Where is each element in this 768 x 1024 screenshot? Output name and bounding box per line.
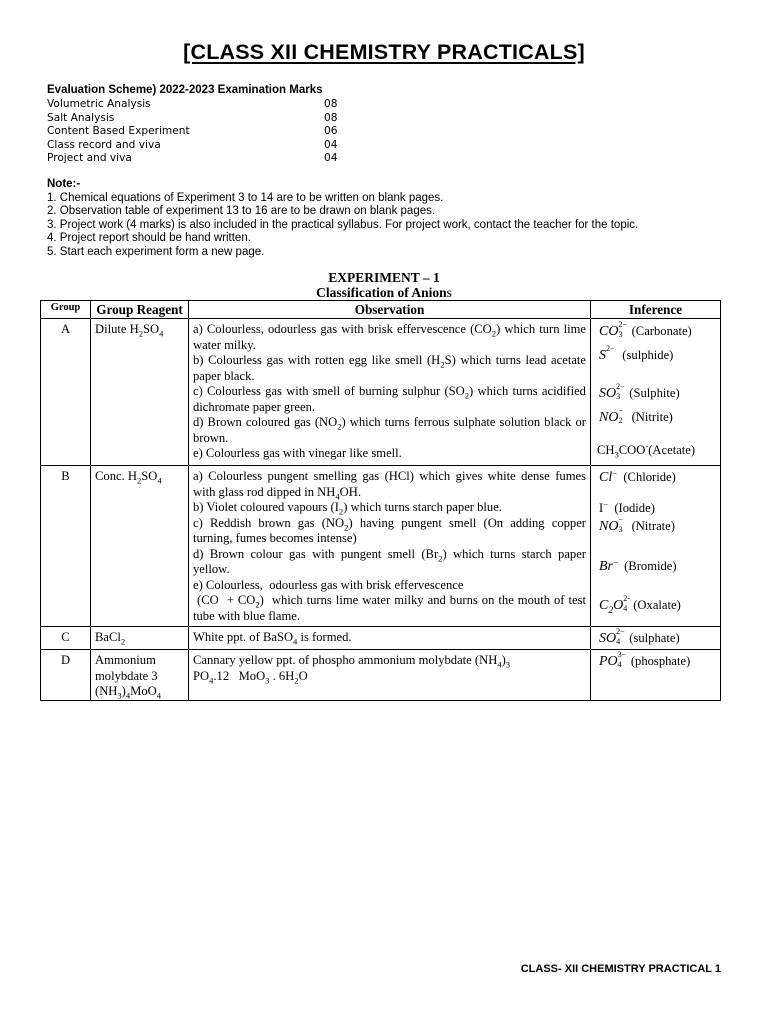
evaluation-marks: 04: [324, 138, 338, 151]
notes-heading: Note:-: [47, 178, 81, 190]
inference-sulphite: SO 2− 3 (Sulphite): [599, 382, 680, 402]
note-item: 3. Project work (4 marks) is also included in the practical syllabus. For project work, contact the teacher for the topic.: [47, 218, 639, 231]
evaluation-scheme: [47, 84, 377, 166]
table-row: [41, 650, 721, 701]
reagent-cell: BaCl$_2$: [91, 627, 189, 650]
evaluation-item: Class record and viva: [47, 138, 161, 151]
evaluation-row: [47, 139, 377, 153]
observation-line: a) Colourless pungent smelling gas (HCl) which gives white dense fumes with glass rod dipped in $NH_4OH$.: [193, 469, 586, 502]
evaluation-marks: 08: [324, 98, 338, 110]
evaluation-item: Salt Analysis: [47, 111, 115, 124]
evaluation-row: [47, 152, 377, 166]
note-item: 2. Observation table of experiment 13 to 16 are to be drawn on blank pages.: [47, 205, 436, 218]
inference-nitrite: NO − 2 (Nitrite): [599, 406, 673, 426]
observation-cell: [189, 627, 591, 650]
evaluation-row: [47, 125, 377, 139]
inference-phosphate: PO 3− 4 (phosphate): [599, 650, 691, 670]
observation-line: e) Colourless, odourless gas with brisk effervescence: [193, 577, 464, 592]
observation-line: c) Reddish brown gas $(NO_2)$ having pungent smell (On adding copper turning, fumes becomes intense): [193, 515, 586, 545]
reagent-cell: Dilute $H_2SO_4$: [91, 319, 189, 466]
observation-cell: [189, 466, 591, 627]
header-reagent: Group Reagent: [91, 301, 189, 319]
group-cell: B: [41, 466, 91, 627]
evaluation-marks: 08: [324, 111, 338, 124]
page-footer: CLASS- XII CHEMISTRY PRACTICAL 1: [520, 963, 721, 975]
table-row: [41, 466, 721, 627]
inference-acetate: $CH_3COO^-(Acetate)$: [597, 440, 696, 460]
inference-cell: [591, 627, 721, 650]
header-observation: Observation: [189, 301, 591, 319]
experiment-subtitle-main: Classification of Anion: [316, 285, 447, 300]
group-cell: D: [41, 650, 91, 701]
evaluation-item: Volumetric Analysis: [47, 98, 151, 110]
observation-line: d) Brown coloured gas $(NO_2)$ which turns ferrous sulphate solution black or brown.: [193, 415, 586, 445]
notes-section: [47, 178, 737, 260]
inference-chloride: Cl− (Chloride): [599, 467, 676, 485]
observation-cell: [189, 650, 591, 701]
observation-line: White ppt. of BaSO$_4$ is formed.: [193, 630, 352, 647]
evaluation-marks: 06: [324, 125, 338, 137]
inference-carbonate: CO 2− 3 (Carbonate): [599, 320, 692, 340]
page-title: [CLASS XII CHEMISTRY PRACTICALS]: [183, 40, 585, 64]
evaluation-marks: 04: [324, 152, 338, 164]
header-inference: Inference: [591, 301, 721, 319]
note-item: 1. Chemical equations of Experiment 3 to 14 are to be written on blank pages.: [47, 191, 444, 204]
group-cell: A: [41, 319, 91, 466]
observation-line: b) Colourless gas with rotten egg like smell $(H_2S)$ which turns lead acetate paper black.: [193, 353, 587, 383]
evaluation-item: Project and viva: [47, 152, 132, 164]
reagent-cell: Ammonium molybdate 3 $(NH_3)_4MoO_4$: [91, 650, 189, 701]
observation-line: $(CO + CO_2)$ which turns lime water milky and burns on the mouth of test tube with blue flame.: [193, 593, 586, 623]
observation-line: e) Colourless gas with vinegar like smell.: [193, 446, 402, 460]
observation-line: d) Brown colour gas with pungent smell $(Br_2)$ which turns starch paper yellow.: [193, 546, 586, 576]
group-cell: C: [41, 627, 91, 650]
header-group: Group: [41, 301, 91, 319]
observation-line: Cannary yellow ppt. of phospho ammonium molybdate $(NH_4)_3$ $PO_4.12$ MoO$_3$ . $6H_2O$: [193, 653, 511, 686]
note-item: 4. Project report should be hand written.: [47, 232, 251, 245]
inference-cell: [591, 466, 721, 627]
inference-nitrate: NO − 3 (Nitrate): [599, 515, 675, 535]
evaluation-row: [47, 112, 377, 126]
inference-cell: [591, 650, 721, 701]
inference-cell: [591, 319, 721, 466]
table-header-row: [41, 301, 721, 319]
table-row: [41, 319, 721, 466]
observation-line: a) Colourless, odourless gas with brisk effervescence $(CO_2)$ which turn lime water milky.: [193, 322, 586, 352]
inference-sulphide: S 2− (sulphide): [599, 344, 674, 363]
table-row: [41, 627, 721, 650]
experiment-subtitle-tail: s: [446, 285, 452, 300]
observation-line: c) Colourless gas with smell of burning sulphur $(SO_2)$ which turns acidified dichromate paper green.: [193, 384, 586, 414]
evaluation-row: [47, 98, 377, 112]
anion-classification-table: [40, 300, 721, 701]
observation-line: b) Violet coloured vapours $(I_2)$ which turns starch paper blue.: [193, 500, 502, 517]
observation-cell: [189, 319, 591, 466]
reagent-cell: Conc. $H_2SO_4$: [91, 466, 189, 627]
experiment-subtitle: [0, 285, 768, 300]
inference-sulphate: SO 2− 4 (sulphate): [599, 627, 680, 647]
inference-oxalate: $C_2O$ 2- 4 (Oxalate): [599, 594, 681, 616]
evaluation-heading: Evaluation Scheme) 2022-2023 Examination Marks: [47, 84, 323, 96]
inference-bromide: Br− (Bromide): [599, 556, 677, 574]
evaluation-item: Content Based Experiment: [47, 125, 190, 137]
note-item: 5. Start each experiment form a new page.: [47, 245, 265, 258]
inference-iodide: I− (Iodide): [599, 498, 655, 515]
experiment-title: EXPERIMENT – 1: [328, 270, 440, 285]
